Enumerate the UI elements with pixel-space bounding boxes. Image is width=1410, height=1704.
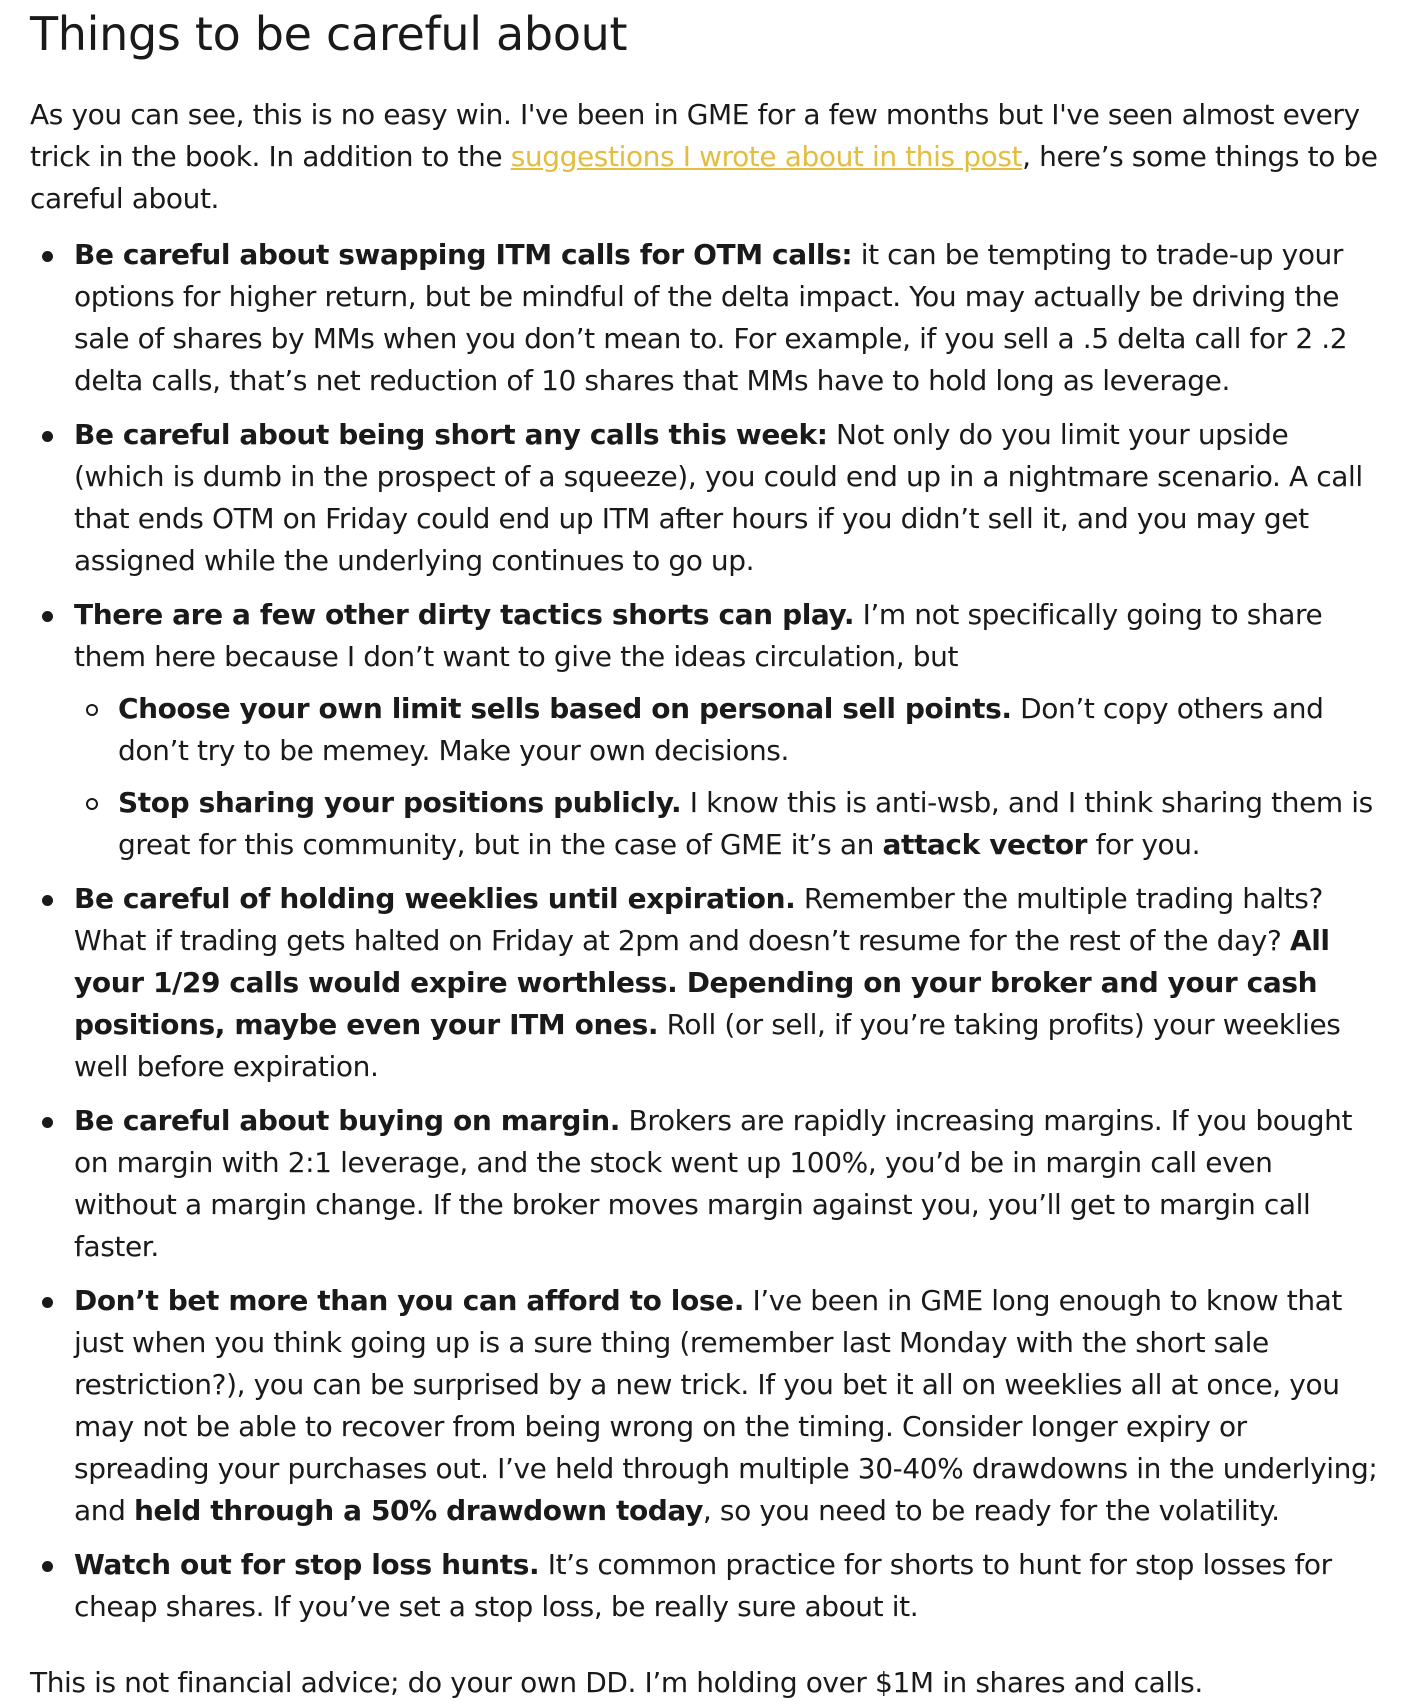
list-item-stop-loss-hunts bbox=[74, 1544, 1380, 1628]
item-bold: Don’t bet more than you can afford to lose. bbox=[74, 1284, 744, 1317]
post-body bbox=[0, 4, 1410, 1704]
item-text: It’s common practice for shorts to hunt for stop losses for cheap shares. If you’ve set a stop loss, be really sure about it. bbox=[74, 1548, 1332, 1623]
item-text-end: Roll (or sell, if you’re taking profits) your weeklies well before expiration. bbox=[74, 1008, 1341, 1083]
item-text: it can be tempting to trade-up your options for higher return, but be mindful of the delta impact. You may actually be driving the sale of shares by MMs when you don’t mean to. For example, if you sell a .5 delta call for 2 .2 delta calls, that’s net reduction of 10 shares that MMs have to hold long as leverage. bbox=[74, 238, 1348, 397]
item-bold: Be careful of holding weeklies until expiration. bbox=[74, 882, 796, 915]
item-text: Remember the multiple trading halts? What if trading gets halted on Friday at 2pm and doesn’t resume for the rest of the day? bbox=[74, 882, 1323, 957]
list-item-dirty-tactics bbox=[74, 594, 1380, 866]
item-bold: Be careful about buying on margin. bbox=[74, 1104, 621, 1137]
list-item-swapping-calls bbox=[74, 234, 1380, 402]
disclaimer-paragraph: This is not financial advice; do your own DD. I’m holding over $1M in shares and calls. bbox=[30, 1666, 1203, 1699]
item-bold: Watch out for stop loss hunts. bbox=[74, 1548, 540, 1581]
item-bold-emphasis: All your 1/29 calls would expire worthless. Depending on your broker and your cash positions, maybe even your ITM ones. bbox=[74, 924, 1330, 1041]
item-bold-emphasis: attack vector bbox=[882, 828, 1088, 861]
section-heading: Things to be careful about bbox=[30, 7, 628, 61]
item-bold-emphasis: held through a 50% drawdown today bbox=[133, 1494, 703, 1527]
item-text: I know this is anti-wsb, and I think sharing them is great for this community, but in the case of GME it’s an bbox=[118, 786, 1373, 861]
item-bold: Be careful about swapping ITM calls for OTM calls: bbox=[74, 238, 853, 271]
sublist-item-limit-sells bbox=[118, 688, 1380, 772]
item-text-end: for you. bbox=[1087, 828, 1201, 861]
intro-paragraph bbox=[30, 94, 1380, 220]
item-bold: Stop sharing your positions publicly. bbox=[118, 786, 682, 819]
careful-list bbox=[30, 234, 1380, 1628]
item-text: I’m not specifically going to share them here because I don’t want to give the ideas circulation, but bbox=[74, 598, 1323, 673]
item-text-end: , so you need to be ready for the volatility. bbox=[702, 1494, 1280, 1527]
item-text: Don’t copy others and don’t try to be memey. Make your own decisions. bbox=[118, 692, 1324, 767]
list-item-short-calls bbox=[74, 414, 1380, 582]
item-text: Brokers are rapidly increasing margins. If you bought on margin with 2:1 leverage, and the stock went up 100%, you’d be in margin call even without a margin change. If the broker moves margin against you, you’ll get to margin call faster. bbox=[74, 1104, 1353, 1263]
item-text: I’ve been in GME long enough to know that just when you think going up is a sure thing (remember last Monday with the short sale restriction?), you can be surprised by a new trick. If you bet it all on weeklies all at once, you may not be able to recover from being wrong on the timing. Consider longer expiry or spreading your purchases out. I’ve held through multiple 30-40% drawdowns in the underlying; and bbox=[74, 1284, 1378, 1527]
list-item-margin bbox=[74, 1100, 1380, 1268]
list-item-afford-to-lose bbox=[74, 1280, 1380, 1532]
sublist-item-stop-sharing bbox=[118, 782, 1380, 866]
item-bold: There are a few other dirty tactics shorts can play. bbox=[74, 598, 855, 631]
dirty-tactics-sublist bbox=[74, 688, 1380, 866]
suggestions-post-link[interactable]: suggestions I wrote about in this post bbox=[510, 140, 1023, 173]
item-text: Not only do you limit your upside (which is dumb in the prospect of a squeeze), you could end up in a nightmare scenario. A call that ends OTM on Friday could end up ITM after hours if you didn’t sell it, and you may get assigned while the underlying continues to go up. bbox=[74, 418, 1363, 577]
item-bold: Be careful about being short any calls this week: bbox=[74, 418, 828, 451]
list-item-weeklies-expiration bbox=[74, 878, 1380, 1088]
item-bold: Choose your own limit sells based on personal sell points. bbox=[118, 692, 1012, 725]
intro-text-after: , here’s some things to be careful about. bbox=[30, 140, 1378, 215]
intro-text-before: As you can see, this is no easy win. I've been in GME for a few months but I've seen almost every trick in the book. In addition to the bbox=[30, 98, 1360, 173]
